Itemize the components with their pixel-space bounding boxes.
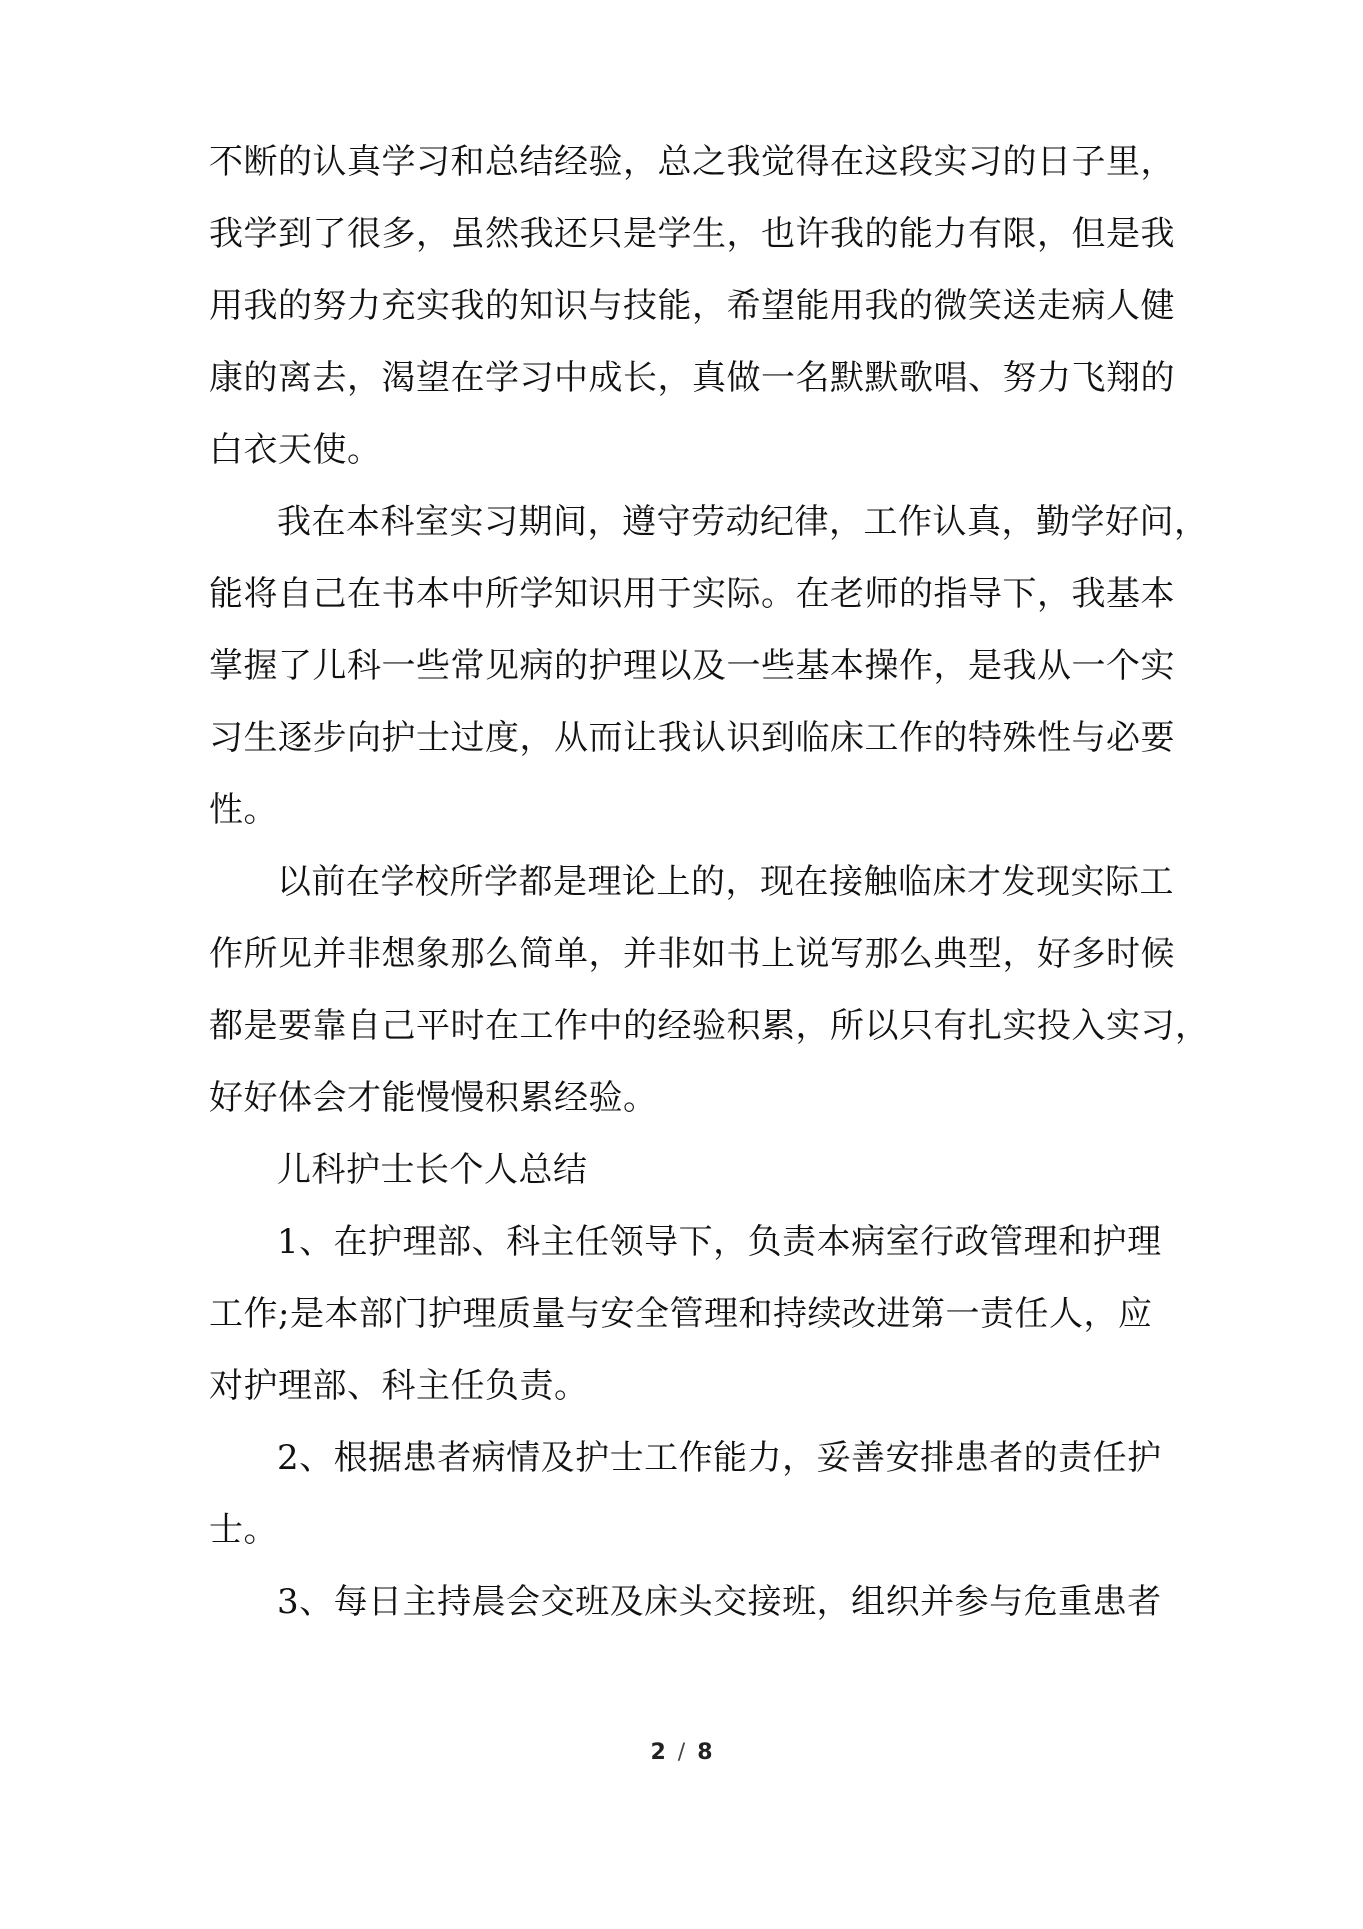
text-line: 能将自己在书本中所学知识用于实际。在老师的指导下，我基本 bbox=[209, 574, 1175, 614]
text-line: 性。 bbox=[209, 790, 278, 830]
section-heading: 儿科护士长个人总结 bbox=[277, 1150, 588, 1190]
text-line: 工作;是本部门护理质量与安全管理和持续改进第一责任人，应 bbox=[209, 1294, 1153, 1334]
text-line: 对护理部、科主任负责。 bbox=[209, 1366, 589, 1406]
text-line: 掌握了儿科一些常见病的护理以及一些基本操作，是我从一个实 bbox=[209, 646, 1175, 686]
text-line: 康的离去，渴望在学习中成长，真做一名默默歌唱、努力飞翔的 bbox=[209, 358, 1175, 398]
list-item-first-line: 1、在护理部、科主任领导下，负责本病室行政管理和护理 bbox=[277, 1222, 1162, 1262]
paragraph-first-line: 我在本科室实习期间，遵守劳动纪律，工作认真，勤学好问， bbox=[277, 502, 1209, 542]
total-pages-number: 8 bbox=[697, 1740, 713, 1765]
list-item-first-line: 3、每日主持晨会交班及床头交接班，组织并参与危重患者 bbox=[277, 1582, 1162, 1622]
text-line: 都是要靠自己平时在工作中的经验积累，所以只有扎实投入实习， bbox=[209, 1006, 1210, 1046]
text-line: 不断的认真学习和总结经验，总之我觉得在这段实习的日子里， bbox=[209, 142, 1175, 182]
paragraph-first-line: 以前在学校所学都是理论上的，现在接触临床才发现实际工 bbox=[277, 862, 1174, 902]
current-page-number: 2 bbox=[650, 1740, 666, 1765]
text-line: 习生逐步向护士过度，从而让我认识到临床工作的特殊性与必要 bbox=[209, 718, 1175, 758]
text-line: 士。 bbox=[209, 1510, 278, 1550]
document-body bbox=[209, 126, 1210, 1638]
text-line: 白衣天使。 bbox=[209, 430, 382, 470]
page-number bbox=[0, 1740, 1363, 1765]
text-line: 好好体会才能慢慢积累经验。 bbox=[209, 1078, 658, 1118]
text-line: 用我的努力充实我的知识与技能，希望能用我的微笑送走病人健 bbox=[209, 286, 1175, 326]
list-item-first-line: 2、根据患者病情及护士工作能力，妥善安排患者的责任护 bbox=[277, 1438, 1162, 1478]
text-line: 我学到了很多，虽然我还只是学生，也许我的能力有限，但是我 bbox=[209, 214, 1175, 254]
page-separator: / bbox=[677, 1740, 686, 1765]
text-line: 作所见并非想象那么简单，并非如书上说写那么典型，好多时候 bbox=[209, 934, 1175, 974]
